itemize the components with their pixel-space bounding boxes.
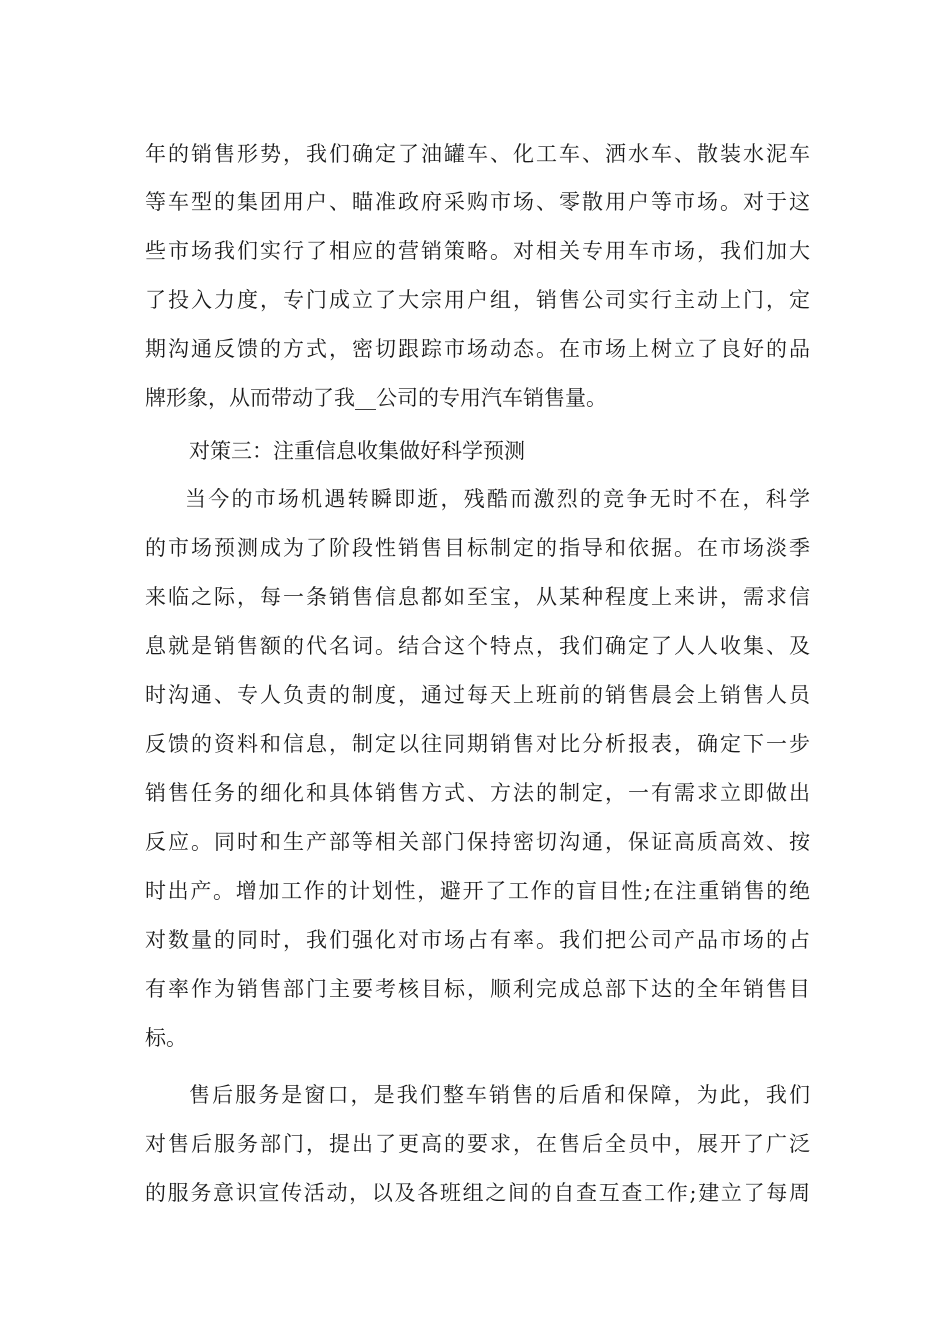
paragraph-line: 有率作为销售部门主要考核目标，顺利完成总部下达的全年销售目 xyxy=(145,977,810,1001)
paragraph-line: 年的销售形势，我们确定了油罐车、化工车、洒水车、散装水泥车 xyxy=(145,142,810,166)
paragraph-line: 了投入力度，专门成立了大宗用户组，销售公司实行主动上门，定 xyxy=(145,288,810,312)
paragraph-line: 时沟通、专人负责的制度，通过每天上班前的销售晨会上销售人员 xyxy=(145,683,810,707)
paragraph-line: 些市场我们实行了相应的营销策略。对相关专用车市场，我们加大 xyxy=(145,239,810,263)
paragraph-line: 牌形象，从而带动了我__公司的专用汽车销售量。 xyxy=(145,386,607,410)
paragraph-line: 的市场预测成为了阶段性销售目标制定的指导和依据。在市场淡季 xyxy=(145,536,810,560)
paragraph-line: 销售任务的细化和具体销售方式、方法的制定，一有需求立即做出 xyxy=(145,781,810,805)
section-heading: 对策三：注重信息收集做好科学预测 xyxy=(189,439,525,463)
paragraph-line: 标。 xyxy=(145,1026,187,1050)
paragraph-line: 反馈的资料和信息，制定以往同期销售对比分析报表，确定下一步 xyxy=(145,732,810,756)
paragraph-line: 当今的市场机遇转瞬即逝，残酷而激烈的竞争无时不在，科学 xyxy=(185,487,810,511)
paragraph-line: 对数量的同时，我们强化对市场占有率。我们把公司产品市场的占 xyxy=(145,928,810,952)
paragraph-line: 反应。同时和生产部等相关部门保持密切沟通，保证高质高效、按 xyxy=(145,830,810,854)
paragraph-line: 期沟通反馈的方式，密切跟踪市场动态。在市场上树立了良好的品 xyxy=(145,337,810,361)
paragraph-line: 的服务意识宣传活动，以及各班组之间的自查互查工作;建立了每周 xyxy=(145,1181,810,1205)
paragraph-line: 来临之际，每一条销售信息都如至宝，从某种程度上来讲，需求信 xyxy=(145,585,810,609)
paragraph-line: 息就是销售额的代名词。结合这个特点，我们确定了人人收集、及 xyxy=(145,634,810,658)
paragraph-line: 对售后服务部门，提出了更高的要求，在售后全员中，展开了广泛 xyxy=(145,1132,810,1156)
paragraph-line: 时出产。增加工作的计划性，避开了工作的盲目性;在注重销售的绝 xyxy=(145,879,810,903)
paragraph-line: 售后服务是窗口，是我们整车销售的后盾和保障，为此，我们 xyxy=(189,1083,810,1107)
paragraph-line: 等车型的集团用户、瞄准政府采购市场、零散用户等市场。对于这 xyxy=(145,190,810,214)
